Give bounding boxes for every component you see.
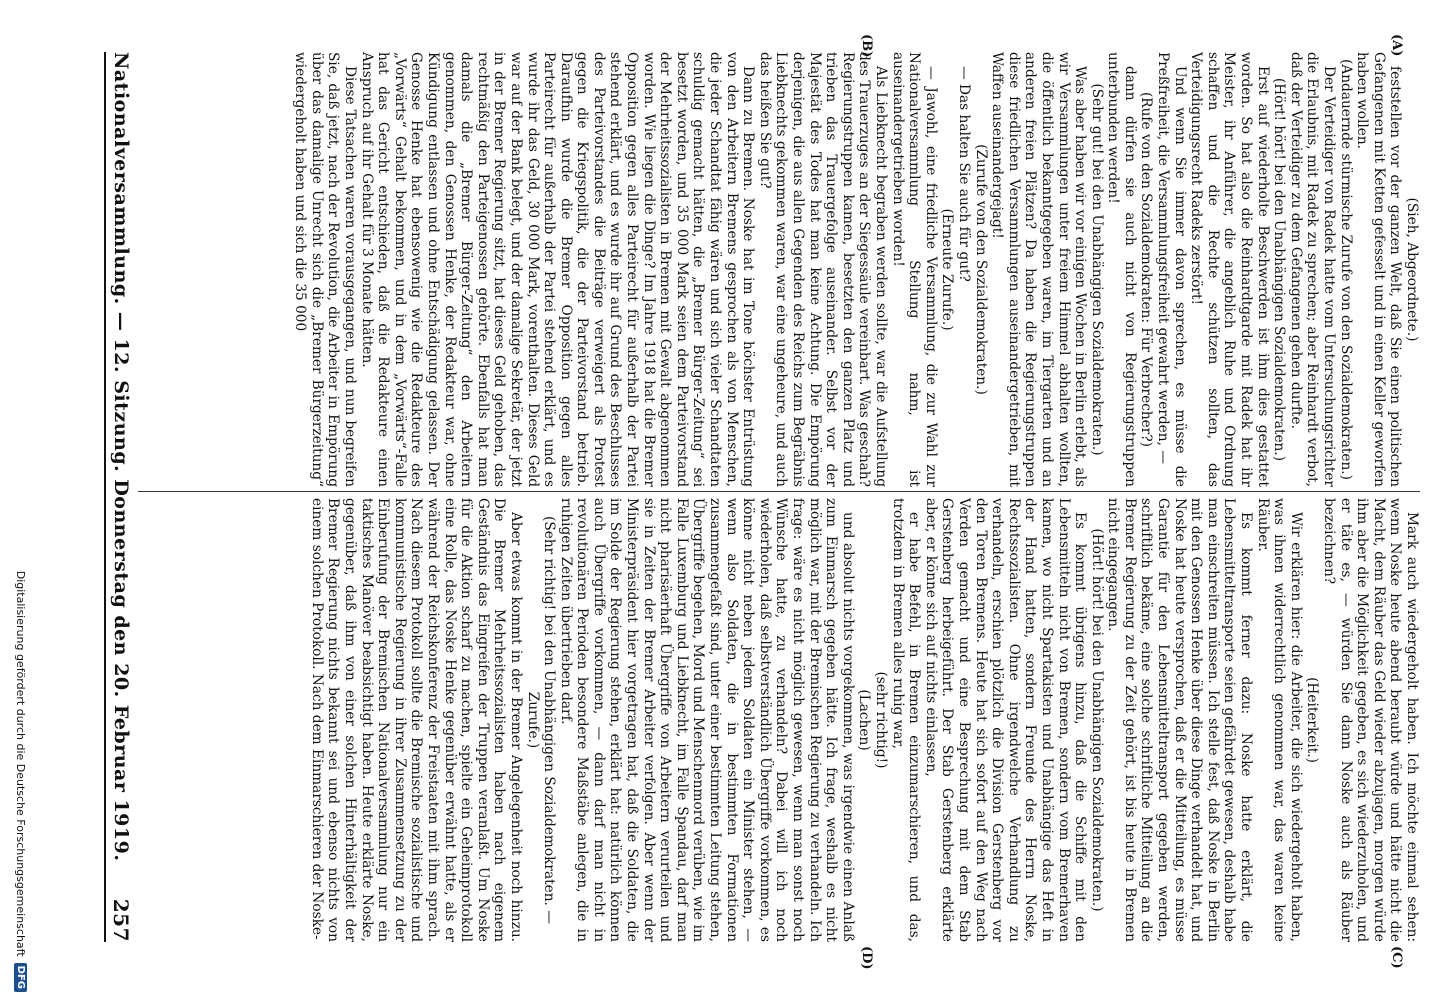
right-column-paragraph: (Hört! hört! bei den Unabhängigen Sozialdemokraten.): [1088, 528, 1105, 912]
left-column-paragraph: — Jawohl, eine friedliche Versammlung, die zur Wahl zur Nationalversammlung Stellung nahm, ist auseinandergetrieben worden!: [889, 52, 939, 487]
right-column-paragraph: (Sehr richtig! bei den Unabhängigen Sozialdemokraten. — Zurufe.): [524, 516, 558, 924]
footer-text: Digitalisierung gefördert durch die Deutsche Forschungsgemeinschaft: [14, 570, 28, 957]
column-divider: [138, 491, 1420, 492]
margin-marker-c: (C): [1389, 946, 1404, 969]
right-column-paragraph: Aber etwas kommt in der Bremer Angelegenheit noch hinzu. Die Bremer Mehrheitssozialisten haben nach eigenem Geständnis das Eingreifen der Truppen veranlaßt. Um Noske für die Aktion scharf zu machen, spielte ein Geheimprotokoll eine Rolle, das Noske Henke gegenüber erwähnt hatte, als er während der Reichskonferenz der Freistaaten mit ihm sprach. Nach diesem Protokoll sollte die Bremische sozialistische und kommunistische Regierung in ihrer Zusammensetzung zu der Einberufung der Bremischen Nationalversammlung nur ein taktisches Manöver beabsichtigt haben. Heute erklärte Noske, gegenüber, daß ihm von einer solchen Hinterhältigkeit der Bremer Regierung nichts bekannt sei und ebenso nichts von einem solchen Protokoll. Nach dem Einmarschieren der Noske-: [308, 498, 524, 942]
dfg-logo: DFG: [15, 963, 28, 992]
margin-marker-d: (D): [859, 946, 874, 970]
left-column-paragraph: Dann zu Bremen. Noske hat im Tone höchster Entrüstung von den Arbeitern Bremens gesprochen als von Menschen, die jeder Schandtat fähig wären und sich vieler Schandtaten schuldig gemacht hätten, die „Bremer Bürger-Zeitung“ sei besetzt worden, und 35 000 Mark seien dem Parteivorstand der Mehrheitssozialisten in Bremen mit Gewalt abgenommen worden. Wie liegen die Dinge? Im Jahre 1918 hat die Bremer Opposition gegen alles Parteirecht für außerhalb der Partei stehend erklärt, und es wurde ihr auf Grund des Beschlusses des Parteivorstandes die Beiträge verweigert als Protest gegen die Kriegspolitik, die der Parteivorstand betrieb. Daraufhin wurde die Bremer Opposition gegen alles Parteirecht für außerhalb der Partei stehend erklärt, und es wurde ihr das Geld, 30 000 Mark, vorenthalten. Dieses Geld war auf der Bank belegt, und der damalige Sekretär, der jetzt in der Bremer Regierung sitzt, hat dieses Geld gehoben, das rechtmäßig den Parteigenossen gehörte. Ebenfalls hat man damals die „Bremer Bürger-Zeitung“ den Arbeitern genommen, den Genossen Henke, der Redakteur war, ohne Kündigung entlassen und ohne Entschädigung gelassen. Der Genosse Henke hat ebensowenig wie die Redakteure des „Vorwärts“ Gehalt bekommen, und in dem „Vorwärts“-Falle hat das Gericht entschieden, daß die Redakteure einen Anspruch auf ihr Gehalt für 3 Monate hätten.: [358, 52, 757, 487]
left-column-paragraph: Was aber haben wir vor einigen Wochen in Berlin erlebt, als wir Versammlungen unter freiem Himmel abhalten wollten, die öffentlich bekanntgegeben waren, im Tiergarten und an anderen freien Plätzen? Da haben die Regierungstruppen diese friedlichen Versammlungen auseinandergetrieben, mit Waffen auseinandergejagt!: [989, 52, 1089, 487]
margin-marker-b: (B): [859, 34, 874, 58]
left-column-paragraph: (Andauernde stürmische Zurufe von den Sozialdemokraten.): [1337, 59, 1354, 480]
right-column: [140, 498, 1420, 942]
right-column-paragraph: (Lachen): [856, 689, 873, 751]
right-column-paragraph: (Heiterkeit.): [1304, 677, 1321, 763]
margin-marker-a: (A): [1389, 34, 1404, 57]
page-header: [104, 52, 136, 942]
left-column-paragraph: Diese Tatsachen waren vorausgegangen, und nun begreifen Sie, daß jetzt, nach der Revolution, die Arbeiter in Empörung über das damalige Unrecht sich die „Bremer Bürgerzeitung“ wiedergeholt haben und sich die 35 000: [292, 52, 358, 487]
left-column-paragraph: (Rufe von den Sozialdemokraten: Für Verbrecher?): [1138, 91, 1155, 448]
left-column-paragraph: (Sieh, Abgeordnete.): [1404, 197, 1420, 342]
left-column-paragraph: (Sehr gut! bei den Unabhängigen Sozialdemokraten.): [1088, 83, 1105, 456]
left-column-paragraph: Erst auf wiederholte Beschwerden ist ihm dies gestattet worden. So hat also die Reinhardtgarde mit Radek hat ihr Meister, ihr Anführer, die angeblich Ruhe und Ordnung schaffen und die Rechte schützen sollten, das Verteidigungsrecht Radeks zerstört!: [1188, 52, 1271, 487]
left-column-paragraph: Und wenn Sie immer davon sprechen, es müsse die Preßfreiheit, die Versammlungsfreiheit gewahrt werden, —: [1155, 52, 1188, 487]
right-column-paragraph: Wir erklären hier: die Arbeiter, die sich wiedergeholt haben, was ihnen widerrechtlich genommen war, das waren keine Räuber.: [1254, 498, 1304, 942]
left-column-paragraph: Als Liebknecht begraben werden sollte, war die Aufstellung des Trauerzuges an der Siegessäule vereinbart. Was geschah? Regierungstruppen kamen, besetzten den ganzen Platz und trieben das Trauergefolge auseinander. Selbst vor der Majestät des Todes hat man keine Achtung. Die Empörung derjenigen, die aus allen Gegenden des Reichs zum Begräbnis Liebknechts gekommen waren, war eine ungeheure, und auch das heißen Sie gut?: [756, 52, 889, 487]
left-column-paragraph: — Das halten Sie auch für gut?: [955, 66, 972, 282]
left-column-paragraph: (Zurufe von den Sozialdemokraten.): [972, 144, 989, 395]
footer: [4, 0, 38, 1000]
left-column-paragraph: Der Verteidiger von Radek hatte vom Untersuchungsrichter die Erlaubnis, mit Radek zu sprechen; aber Reinhardt verbot, daß der Verteidiger zu dem Gefangenen gehen durfte.: [1287, 52, 1338, 487]
right-column-paragraph: und absolut nichts vorgekommen, was irgendwie einen Anlaß zum Einmarsch gegeben hätte. Ich frage, weshalb es nicht möglich war, mit der Bremischen Regierung zu verhandeln. Ich frage: wäre es nicht möglich gewesen, wenn man sonst noch Wünsche hatte, zu verhandeln? Dabei will ich noch wiederholen, daß selbstverständlich Übergriffe vorkommen, es könne nicht neben jedem Soldaten ein Minister stehen, — wenn also Soldaten, die in bestimmten Formationen zusammengefaßt sind, unter einer bestimmten Leitung stehen, Übergriffe begehen, Mord und Menschenmord verüben, wie im Falle Luxemburg und Liebknecht, im Falle Spandau, darf man nicht pharisäerhaft Übergriffe von Arbeitern verurteilen und sie in Zeiten der Bremer Arbeiter verfolgen. Aber wenn der Ministerpräsident hier vorgetragen hat, daß die Soldaten, die im Solde der Regierung stehen, erklärt hat: natürlich können auch Übergriffe vorkommen, — dann darf man nicht in revolutionären Perioden besondere Maßstäbe anlegen, die in ruhigen Zeiten übertrieben darf.: [557, 498, 856, 942]
right-column-paragraph: Es kommt übrigens hinzu, daß die Schiffe mit den Lebensmitteln nicht von Bremen, sondern vom Bremerhaven kamen, wo nicht Spartakisten und Unabhängige das Heft in der Hand hatten, sondern Freunde des Herrn Noske, Rechtssozialisten. Ohne irgendwelche Verhandlung zu verhandeln, erschien plötzlich die Division Gerstenberg vor den Toren Bremens. Heute hat sich sofort auf den Weg nach Verden gemacht und eine Besprechung mit dem Stab Gerstenberg herbeigeführt. Der Stab Gerstenberg erklärte aber, er könne sich auf nichts einlassen,: [922, 498, 1089, 942]
right-column-paragraph: Es kommt ferner dazu: Noske hatte erklärt, die Lebensmitteltransporte seien gefährdet gewesen, deshalb habe man einschreiten müssen. Ich stelle fest, daß Noske in Berlin mit den Genossen Henke über diese Dinge verhandelt hat, und Noske hat heute versprochen, daß er die Mitteilung, es müsse Garantie für den Lebensmitteltransport gegeben werden, schriftlich bekäme, eine solche schriftliche Mitteilung an die Bremer Regierung zu der Zeit gehört, ist bis heute in Bremen nicht eingegangen.: [1105, 498, 1255, 942]
left-column-paragraph: feststellen vor der ganzen Welt, daß Sie einen politischen Gefangenen mit Ketten gefesselt und in einen Keller geworfen haben wollen.: [1354, 52, 1404, 487]
right-column-paragraph: er habe Befehl, in Bremen einzumarschieren, und das, trotzdem in Bremen alles ruhig war,: [889, 498, 923, 942]
right-column-paragraph: Mark auch wiedergeholt haben. Ich möchte einmal sehen: wenn Noske heute abend beraubt würde und hätte nicht die Macht, dem Räuber das Geld wieder abzujagen, morgen würde ihm aber die Möglichkeit gegeben, es sich wiederzuholen, und er täte es, — würden Sie dann Noske auch als Räuber bezeichnen?: [1321, 498, 1420, 942]
left-column: [140, 52, 1420, 487]
left-column-paragraph: (Hört! hört! bei den Unabhängigen Sozialdemokraten.): [1271, 77, 1288, 462]
page-number: 257: [109, 898, 133, 942]
right-column-paragraph: (sehr richtig!): [873, 671, 889, 769]
left-column-paragraph: dann dürfen sie auch nicht von Regierungstruppen unterbunden werden!: [1105, 52, 1138, 487]
header-title: Nationalversammlung. — 12. Sitzung. Donnerstag den 20. Februar 1919.: [110, 52, 132, 862]
left-column-paragraph: (Erneute Zurufe.): [939, 208, 956, 331]
